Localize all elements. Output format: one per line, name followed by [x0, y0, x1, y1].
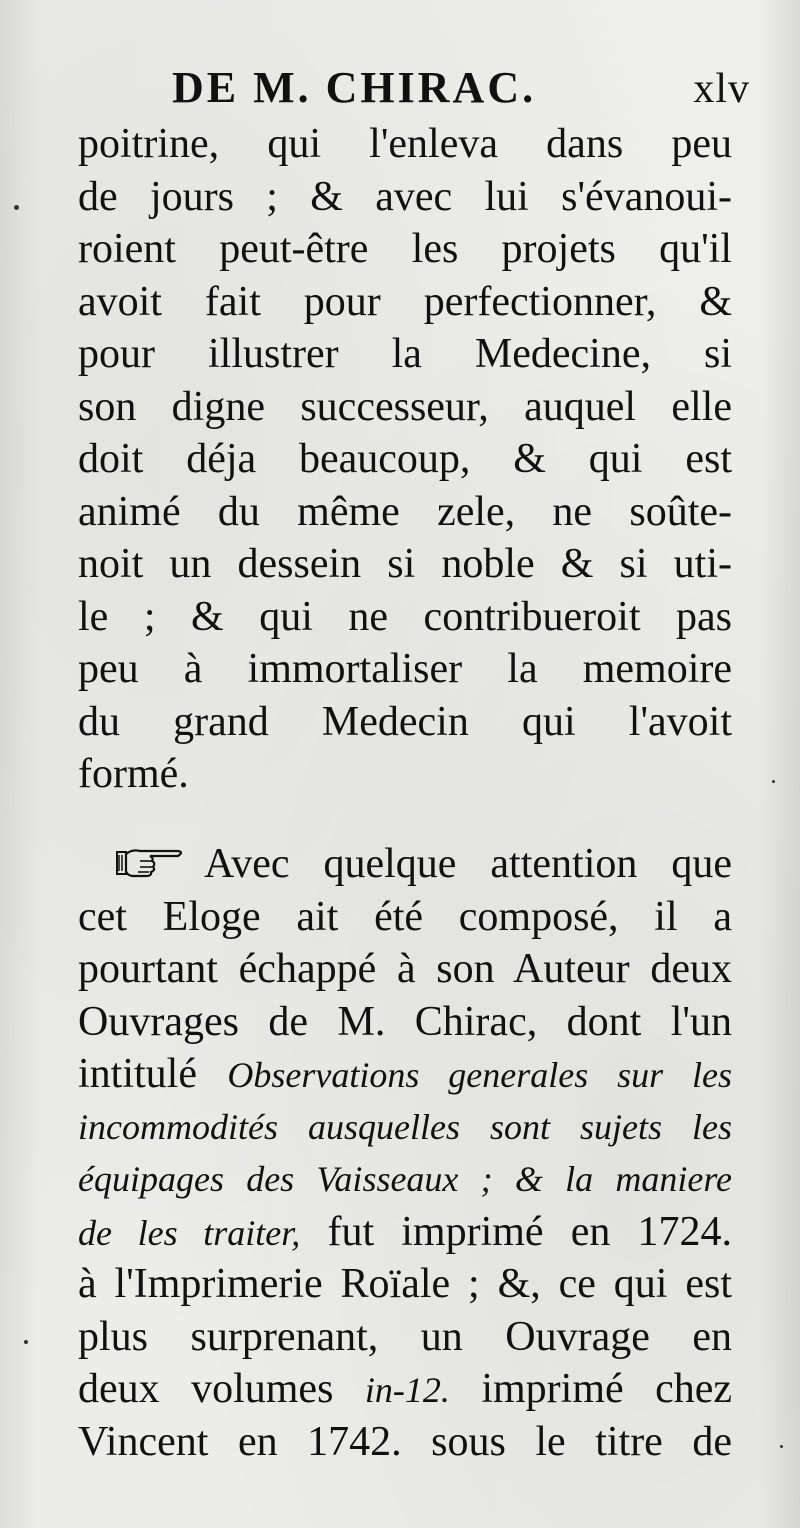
running-head: DE M. CHIRAC.	[172, 63, 537, 112]
text-line: formé.	[78, 751, 189, 797]
text-run: deux volumes	[78, 1366, 334, 1412]
pointing-hand-icon	[116, 843, 186, 881]
paragraph-2	[78, 838, 732, 1468]
italic-title: Observations generales sur les	[227, 1055, 732, 1095]
page-number: xlv	[693, 66, 750, 112]
text-line: roient peut-être les projets qu'il	[78, 226, 732, 272]
text-run: imprimé chez	[481, 1366, 733, 1412]
text-line: à l'Imprimerie Roïale ; &, ce qui est	[78, 1261, 732, 1307]
text-line: Ouvrages de M. Chirac, dont l'un	[78, 998, 732, 1045]
text-line	[78, 1048, 732, 1101]
text-line: plus surprenant, un Ouvrage en	[78, 1313, 732, 1360]
text-line: cet Eloge ait été composé, il a	[78, 893, 732, 940]
text-run: fut imprimé en 1724.	[327, 1208, 733, 1255]
text-line: du grand Medecin qui l'avoit	[78, 698, 732, 745]
text-line	[78, 1363, 732, 1416]
italic-title: de les traiter,	[78, 1212, 301, 1253]
text-line: avoit fait pour perfectionner, &	[78, 278, 732, 325]
text-run: Avec quelque attention que	[204, 841, 732, 887]
italic-format: in-12.	[364, 1370, 450, 1410]
text-line-italic: équipages des Vaisseaux ; & la maniere	[78, 1159, 732, 1199]
text-line: de jours ; & avec lui s'évanoui-	[78, 173, 732, 220]
text-line: pour illustrer la Medecine, si	[78, 331, 732, 377]
paper-speck	[780, 1445, 783, 1448]
text-line: animé du même zele, ne soûte-	[78, 488, 732, 535]
page-header	[172, 62, 750, 122]
text-line: Vincent en 1742. sous le titre de	[78, 1418, 732, 1465]
paper-speck	[772, 780, 775, 783]
text-run: intitulé	[78, 1051, 197, 1097]
text-line	[78, 1206, 732, 1259]
text-line: son digne successeur, auquel elle	[78, 383, 732, 430]
text-line-first	[78, 838, 732, 891]
text-line: pourtant échappé à son Auteur deux	[78, 946, 732, 992]
text-line: le ; & qui ne contribueroit pas	[78, 593, 732, 640]
text-line-italic: incommodités ausquelles sont sujets les	[78, 1106, 732, 1147]
text-line: doit déja beaucoup, & qui est	[78, 436, 732, 482]
text-line: poitrine, qui l'enleva dans peu	[78, 121, 732, 167]
text-line: noit un dessein si noble & si uti-	[78, 541, 732, 587]
text-line: peu à immortaliser la memoire	[78, 646, 732, 692]
paper-speck	[14, 205, 19, 210]
paper-speck	[24, 1340, 28, 1344]
paragraph-1	[78, 118, 732, 801]
